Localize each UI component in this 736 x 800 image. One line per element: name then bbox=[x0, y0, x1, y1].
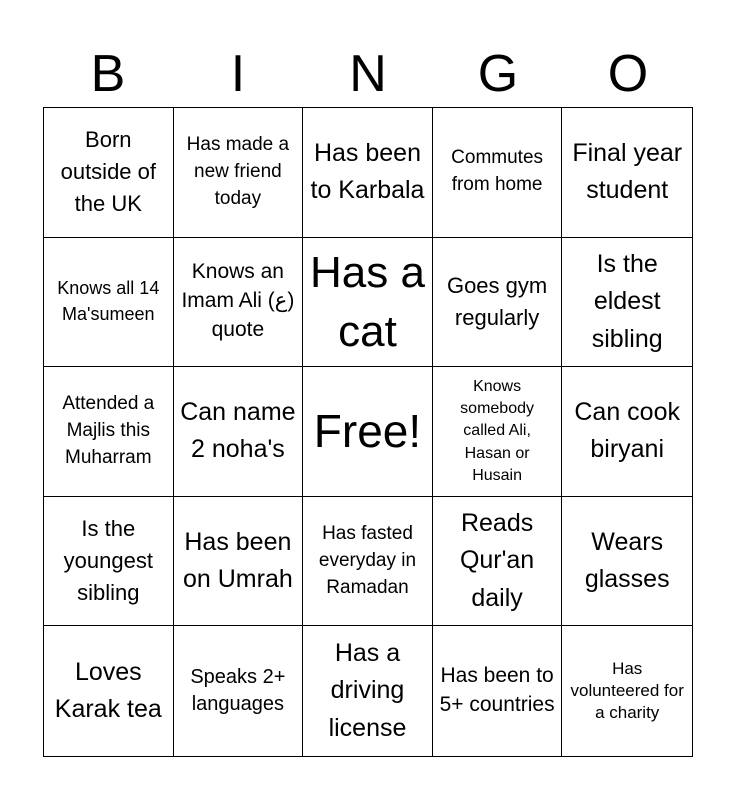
bingo-header bbox=[43, 40, 693, 108]
header-letter-n: N bbox=[349, 45, 387, 103]
bingo-cell[interactable] bbox=[44, 108, 174, 238]
free-space-cell[interactable] bbox=[303, 367, 433, 497]
cell-text: Has made a new friend today bbox=[186, 133, 290, 209]
bingo-cell[interactable] bbox=[174, 367, 304, 497]
bingo-cell[interactable] bbox=[174, 108, 304, 238]
cell-text: Born outside of the UK bbox=[60, 127, 156, 217]
bingo-cell[interactable] bbox=[303, 238, 433, 368]
bingo-cell[interactable] bbox=[433, 626, 563, 756]
bingo-cell[interactable] bbox=[562, 238, 692, 368]
cell-text: Has volunteered for a charity bbox=[570, 659, 684, 723]
cell-text: Final year student bbox=[572, 138, 683, 205]
header-letter-b: B bbox=[90, 45, 126, 103]
bingo-cell[interactable] bbox=[303, 108, 433, 238]
bingo-cell[interactable] bbox=[174, 238, 304, 368]
cell-text: Commutes from home bbox=[451, 147, 544, 196]
bingo-cell[interactable] bbox=[562, 497, 692, 627]
free-space-text: Free! bbox=[313, 404, 422, 457]
cell-text: Is the youngest sibling bbox=[63, 516, 153, 606]
bingo-cell[interactable] bbox=[433, 238, 563, 368]
cell-text: Is the eldest sibling bbox=[591, 249, 663, 353]
bingo-cell[interactable] bbox=[433, 108, 563, 238]
cell-text: Speaks 2+ languages bbox=[190, 666, 286, 716]
cell-text: Has a cat bbox=[310, 247, 425, 356]
bingo-card bbox=[43, 107, 693, 757]
cell-text: Can name 2 noha's bbox=[180, 397, 296, 464]
cell-text: Loves Karak tea bbox=[54, 657, 162, 724]
bingo-cell[interactable] bbox=[303, 497, 433, 627]
bingo-cell[interactable] bbox=[562, 367, 692, 497]
bingo-cell[interactable] bbox=[174, 626, 304, 756]
cell-text: Wears glasses bbox=[584, 527, 670, 594]
cell-text: Has been to Karbala bbox=[310, 138, 425, 205]
cell-text: Attended a Majlis this Muharram bbox=[62, 393, 155, 468]
bingo-cell[interactable] bbox=[562, 108, 692, 238]
cell-text: Has been on Umrah bbox=[183, 527, 293, 594]
bingo-cell[interactable] bbox=[433, 367, 563, 497]
header-letter-o: O bbox=[607, 45, 649, 103]
bingo-cell[interactable] bbox=[44, 626, 174, 756]
bingo-cell[interactable] bbox=[433, 497, 563, 627]
cell-text: Has a driving license bbox=[328, 638, 407, 742]
cell-text: Can cook biryani bbox=[574, 397, 680, 464]
cell-text: Reads Qur'an daily bbox=[459, 508, 535, 612]
bingo-cell[interactable] bbox=[303, 626, 433, 756]
bingo-cell[interactable] bbox=[174, 497, 304, 627]
cell-text: Knows all 14 Ma'sumeen bbox=[57, 278, 160, 324]
bingo-cell[interactable] bbox=[44, 238, 174, 368]
cell-text: Has been to 5+ countries bbox=[439, 664, 555, 717]
bingo-cell[interactable] bbox=[44, 497, 174, 627]
header-letter-g: G bbox=[477, 45, 519, 103]
bingo-cell[interactable] bbox=[562, 626, 692, 756]
bingo-cell[interactable] bbox=[44, 367, 174, 497]
cell-text: Goes gym regularly bbox=[446, 273, 548, 330]
cell-text: Has fasted everyday in Ramadan bbox=[318, 522, 417, 598]
header-letter-i: I bbox=[230, 45, 246, 103]
cell-text: Knows somebody called Ali, Hasan or Husain bbox=[460, 377, 534, 485]
cell-text: Knows an Imam Ali (ع) quote bbox=[181, 260, 295, 342]
